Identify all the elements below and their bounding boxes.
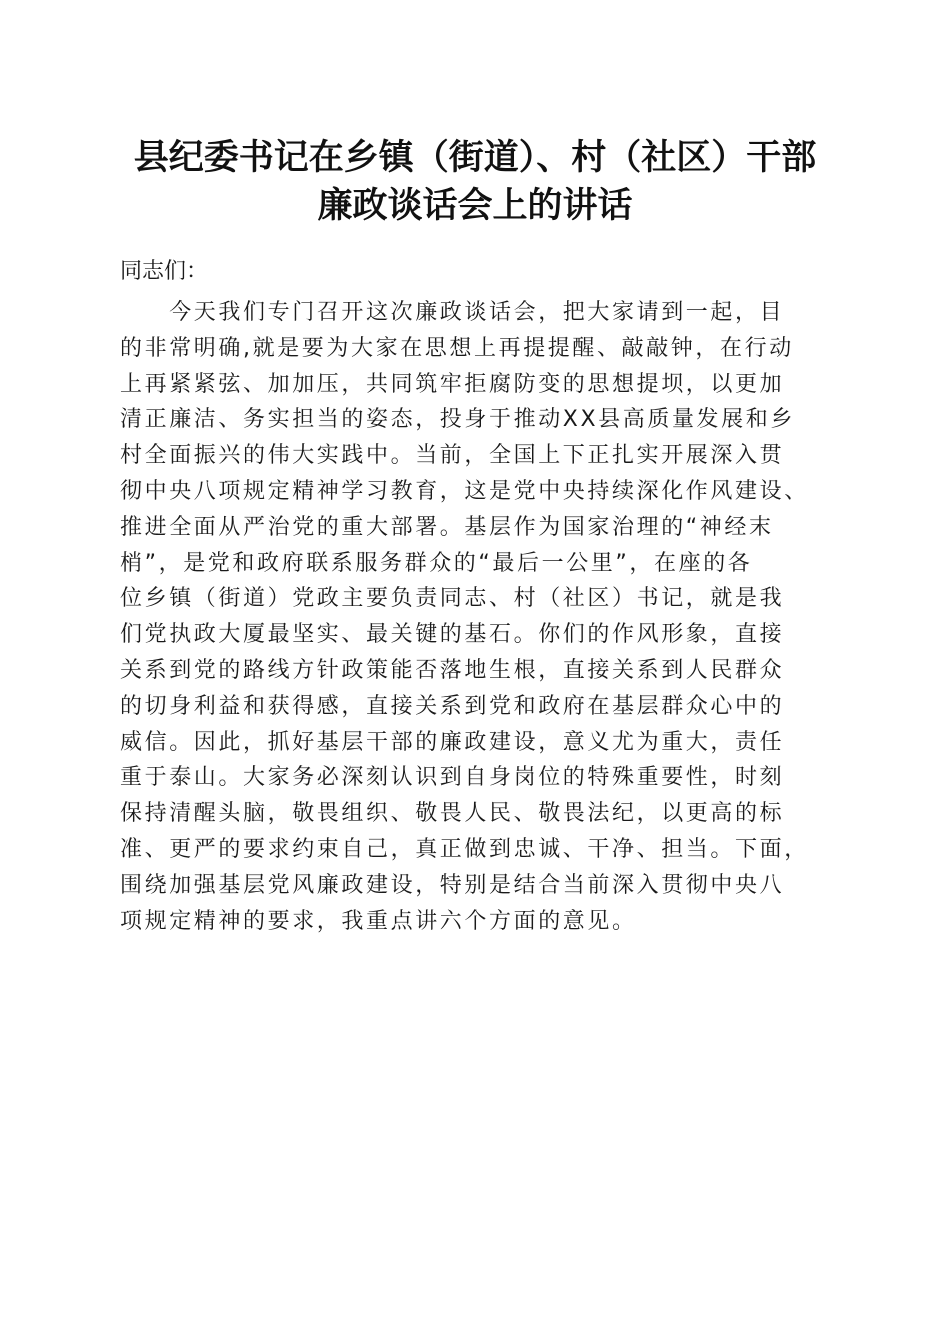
paragraph-line: 今天我们专门召开这次廉政谈话会，把大家请到一起，目	[120, 300, 785, 325]
paragraph-line: 重于泰山。大家务必深刻认识到自身岗位的特殊重要性，时刻	[120, 765, 785, 791]
paragraph-line: 的切身利益和获得感，直接关系到党和政府在基层群众心中的	[120, 693, 785, 719]
salutation: 同志们：	[120, 259, 209, 284]
paragraph-line: 准、更严的要求约束自己，真正做到忠诚、干净、担当。下面，	[120, 836, 809, 862]
paragraph-line: 项规定精神的要求，我重点讲六个方面的意见。	[120, 908, 637, 934]
paragraph-line: 威信。因此，抓好基层干部的廉政建设，意义尤为重大，责任	[120, 729, 785, 755]
paragraph-line: 位乡镇（街道）党政主要负责同志、村（社区）书记，就是我	[120, 586, 785, 612]
paragraph-line: 上再紧紧弦、加加压，共同筑牢拒腐防变的思想提坝，以更加	[120, 371, 785, 397]
title-line-1: 县纪委书记在乡镇（街道）、村（社区）干部	[133, 137, 817, 178]
paragraph-line: 彻中央八项规定精神学习教育，这是党中央持续深化作风建设、	[120, 478, 809, 504]
page-title	[80, 134, 870, 230]
paragraph-line: 们党执政大厦最坚实、最关键的基石。你们的作风形象，直接	[120, 622, 785, 648]
paragraph-line: 关系到党的路线方针政策能否落地生根，直接关系到人民群众	[120, 657, 785, 683]
speech-paragraph	[120, 295, 832, 939]
speech-body	[120, 254, 832, 939]
paragraph-line: 保持清醒头脑，敬畏组织、敬畏人民、敬畏法纪，以更高的标	[120, 801, 785, 827]
paragraph-line: 村全面振兴的伟大实践中。当前，全国上下正扎实开展深入贯	[120, 443, 785, 469]
paragraph-line: 推进全面从严治党的重大部署。基层作为国家治理的“神经末	[120, 514, 774, 540]
paragraph-line: 的非常明确,就是要为大家在思想上再提提醒、敲敲钟，在行动	[120, 335, 794, 361]
paragraph-line: 围绕加强基层党风廉政建设，特别是结合当前深入贯彻中央八	[120, 872, 785, 898]
paragraph-line: 梢”，是党和政府联系服务群众的“最后一公里”，在座的各	[120, 550, 753, 576]
title-line-2: 廉政谈话会上的讲话	[317, 185, 633, 226]
paragraph-line: 清正廉洁、务实担当的姿态，投身于推动XX县高质量发展和乡	[120, 407, 795, 433]
